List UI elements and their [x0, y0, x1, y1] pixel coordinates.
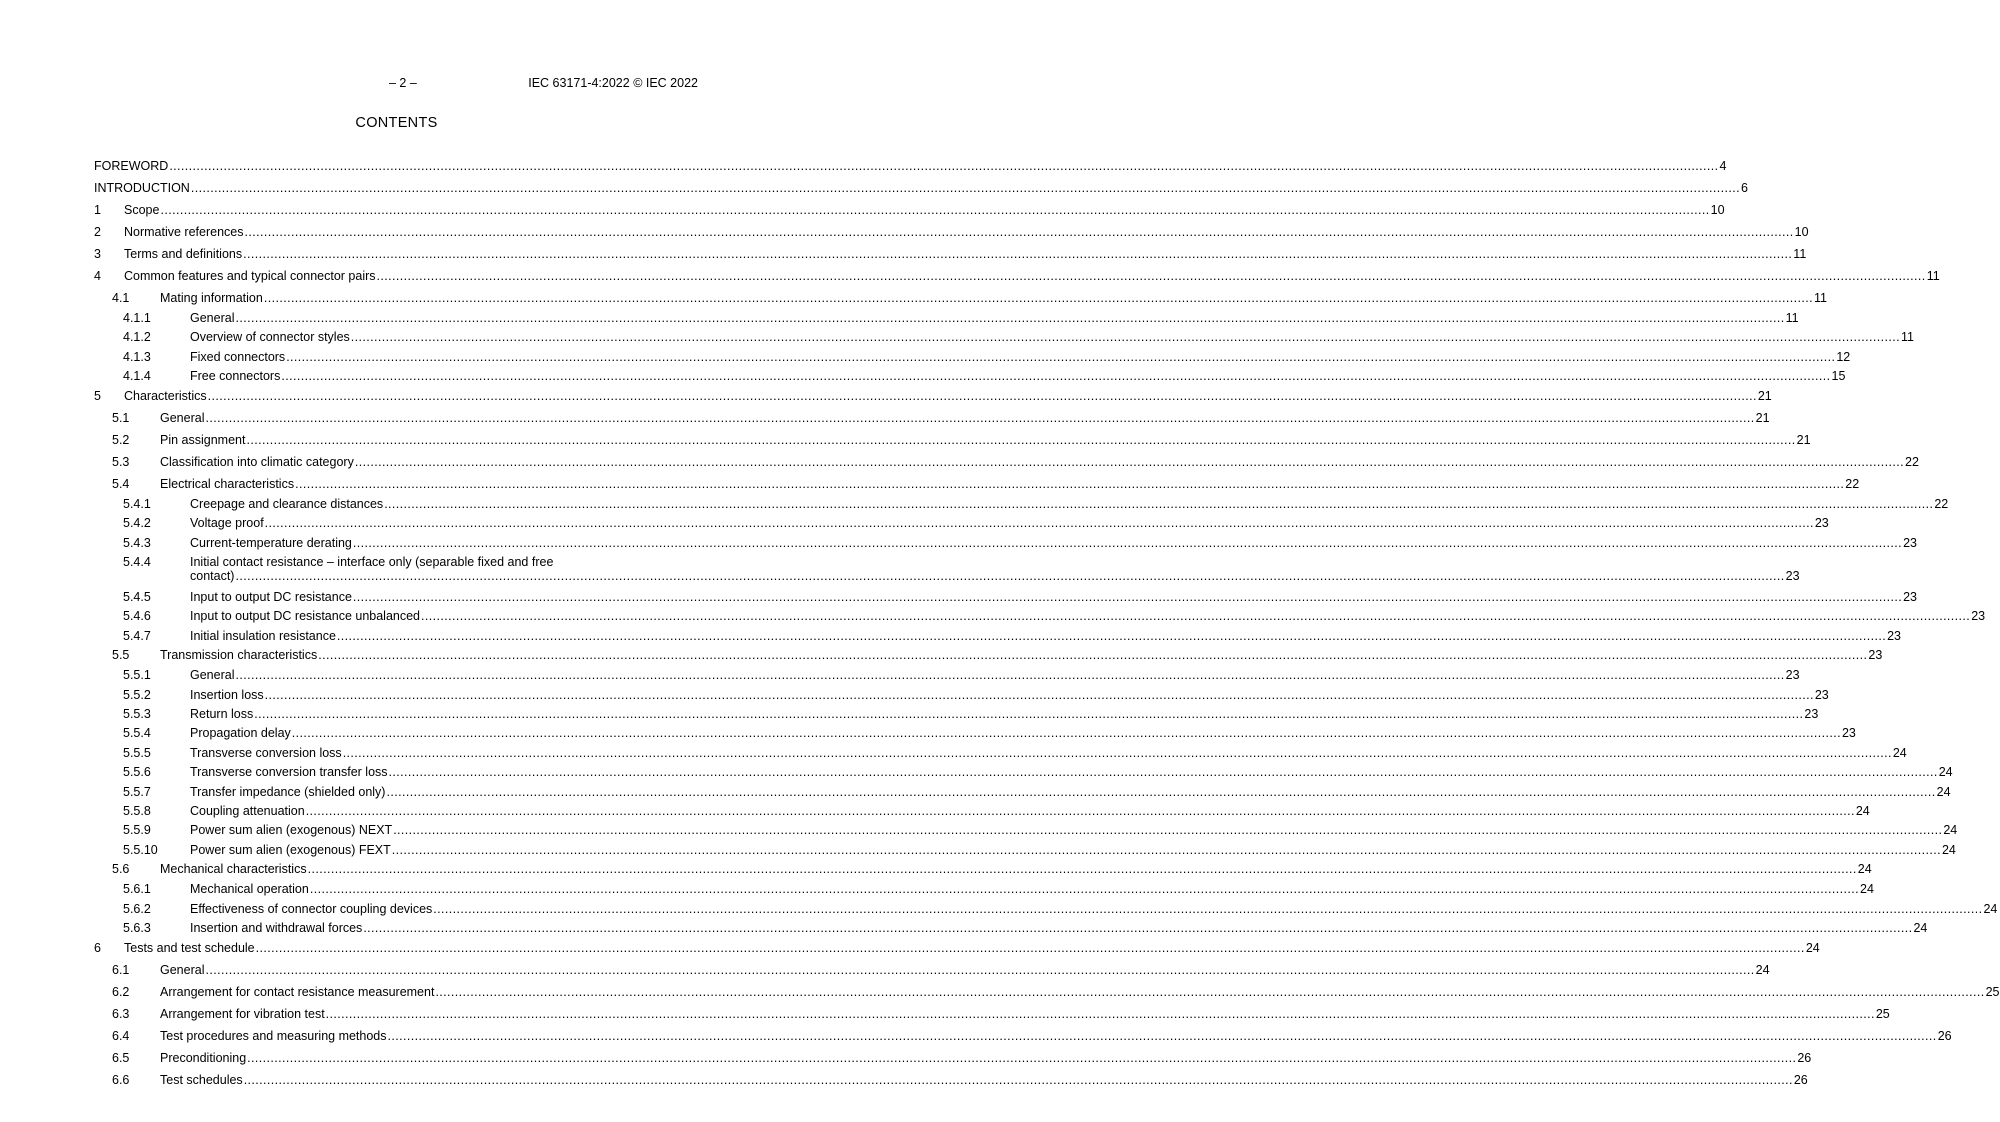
toc-entry-title: Test procedures and measuring methods — [160, 1028, 387, 1043]
toc-entry-title: INTRODUCTION — [94, 181, 190, 195]
toc-entry-page: 23 — [1971, 609, 1986, 624]
dot-leader: ................................................................................................................................................................................................................................................................................................................................................................................................................ — [246, 432, 1796, 447]
toc-entry-number: 4.1.3 — [123, 349, 151, 364]
dot-leader: ................................................................................................................................................................................................................................................................................................................................................................................................................ — [160, 203, 1710, 217]
toc-entry-page: 23 — [1785, 568, 1800, 583]
toc-entry[interactable] — [94, 453, 1919, 471]
toc-entry[interactable] — [94, 1027, 1952, 1045]
dot-leader: ................................................................................................................................................................................................................................................................................................................................................................................................................ — [391, 842, 1941, 857]
dot-leader: ................................................................................................................................................................................................................................................................................................................................................................................................................ — [235, 668, 1785, 683]
toc-entry-title: Electrical characteristics — [160, 476, 295, 491]
toc-entry-page: 23 — [1785, 668, 1800, 683]
toc-entry-title: Tests and test schedule — [124, 940, 255, 955]
toc-entry[interactable] — [94, 534, 1917, 552]
toc-entry-page: 24 — [1941, 842, 1956, 857]
toc-entry[interactable] — [94, 223, 1809, 241]
toc-entry-page: 10 — [1710, 203, 1725, 217]
toc-entry-title: Mechanical operation — [190, 882, 309, 897]
toc-entry-page: 21 — [1755, 410, 1770, 425]
dot-leader: ................................................................................................................................................................................................................................................................................................................................................................................................................ — [384, 496, 1934, 511]
toc-entry-page: 23 — [1903, 589, 1917, 604]
toc-entry[interactable] — [94, 267, 1940, 285]
toc-entry-page: 24 — [1913, 921, 1928, 936]
toc-entry-title: Power sum alien (exogenous) NEXT — [190, 823, 393, 838]
toc-entry-title: Arrangement for contact resistance measurement — [160, 984, 435, 999]
toc-entry-title: Mechanical characteristics — [160, 862, 307, 877]
toc-entry-number: 5.6 — [112, 862, 130, 877]
toc-entry[interactable] — [94, 900, 1998, 918]
dot-leader: ................................................................................................................................................................................................................................................................................................................................................................................................................ — [325, 1006, 1875, 1021]
toc-entry-number: 5.5.2 — [123, 687, 151, 702]
dot-leader: ................................................................................................................................................................................................................................................................................................................................................................................................................ — [342, 745, 1892, 760]
dot-leader: ................................................................................................................................................................................................................................................................................................................................................................................................................ — [264, 687, 1814, 702]
toc-entry-page: 25 — [1875, 1006, 1890, 1021]
toc-entry-title: Normative references — [124, 225, 244, 239]
dot-leader: ................................................................................................................................................................................................................................................................................................................................................................................................................ — [387, 1028, 1937, 1043]
dot-leader: ................................................................................................................................................................................................................................................................................................................................................................................................................ — [350, 330, 1900, 345]
toc-entry-title: Classification into climatic category — [160, 454, 354, 469]
toc-entry-title: Transmission characteristics — [160, 648, 318, 663]
toc-entry[interactable] — [94, 179, 1748, 197]
toc-entry-page: 24 — [1805, 940, 1820, 955]
toc-entry-title: General — [160, 962, 205, 977]
toc-entry-number: 5.5.10 — [123, 842, 158, 857]
toc-entry-title: Common features and typical connector pairs — [124, 269, 376, 283]
toc-entry-page: 24 — [1755, 962, 1770, 977]
toc-entry-number: 5.4.5 — [123, 589, 151, 604]
toc-entry-page: 26 — [1937, 1028, 1952, 1043]
toc-entry[interactable] — [94, 607, 1986, 625]
toc-entry-title: Pin assignment — [160, 432, 246, 447]
toc-entry-page: 11 — [1785, 311, 1799, 325]
toc-entry-page: 23 — [1903, 535, 1917, 550]
toc-entry-number: 5.4.4 — [123, 554, 151, 569]
toc-entry-page: 24 — [1857, 862, 1872, 877]
toc-entry[interactable] — [94, 514, 1829, 532]
toc-entry[interactable] — [94, 880, 1874, 898]
toc-entry-number: 5.4.3 — [123, 535, 151, 550]
toc-entry-page: 24 — [1936, 784, 1951, 799]
toc-entry[interactable] — [94, 367, 1846, 385]
toc-entry-page: 23 — [1814, 687, 1829, 702]
toc-entry-page: 24 — [1855, 804, 1870, 818]
toc-entry-page: 23 — [1868, 648, 1883, 663]
dot-leader: ................................................................................................................................................................................................................................................................................................................................................................................................................ — [433, 901, 1983, 916]
toc-entry-number: 6.4 — [112, 1028, 130, 1043]
toc-entry-number: 5.4.2 — [123, 516, 151, 531]
toc-entry-number: 5.2 — [112, 432, 130, 447]
dot-leader: ................................................................................................................................................................................................................................................................................................................................................................................................................ — [352, 589, 1903, 604]
toc-entry-number: 4.1.2 — [123, 330, 151, 345]
toc-entry-number: 6.2 — [112, 984, 130, 999]
toc-entry-number: 5.5.3 — [123, 707, 151, 721]
toc-entry-number: 5.1 — [112, 410, 130, 425]
toc-entry-number: 6.1 — [112, 962, 130, 977]
toc-entry-title: Power sum alien (exogenous) FEXT — [190, 842, 391, 857]
page-number: – 2 – — [389, 76, 417, 90]
toc-entry-page: 23 — [1804, 707, 1819, 721]
dot-leader: ................................................................................................................................................................................................................................................................................................................................................................................................................ — [281, 369, 1831, 384]
toc-entry-title: Input to output DC resistance — [190, 589, 352, 604]
dot-leader: ................................................................................................................................................................................................................................................................................................................................................................................................................ — [235, 311, 1785, 325]
toc-entry-page: 24 — [1983, 901, 1998, 916]
toc-entry-number: 5.5 — [112, 648, 130, 663]
toc-entry-number: 5.4.7 — [123, 628, 151, 643]
toc-entry-title: Test schedules — [160, 1072, 243, 1087]
toc-entry[interactable] — [94, 686, 1829, 704]
toc-entry-title: Characteristics — [124, 388, 207, 403]
page-title: CONTENTS — [355, 115, 438, 131]
toc-entry-page: 22 — [1934, 496, 1949, 511]
toc-entry-page: 11 — [1900, 330, 1914, 345]
toc-entry[interactable] — [94, 646, 1883, 664]
toc-entry[interactable] — [94, 841, 1956, 859]
toc-entry-title: Creepage and clearance distances — [190, 496, 384, 511]
toc-entry-number: 5.6.1 — [123, 882, 151, 897]
toc-entry[interactable] — [94, 724, 1856, 742]
dot-leader: ................................................................................................................................................................................................................................................................................................................................................................................................................ — [205, 410, 1755, 425]
toc-entry-title: Input to output DC resistance unbalanced — [190, 609, 421, 624]
toc-entry-number: 4.1.4 — [123, 369, 151, 384]
toc-entry-title: Voltage proof — [190, 516, 264, 531]
toc-entry-number: 1 — [94, 203, 101, 217]
toc-entry[interactable] — [94, 201, 1725, 219]
toc-entry[interactable] — [94, 289, 1827, 307]
dot-leader: ................................................................................................................................................................................................................................................................................................................................................................................................................ — [264, 516, 1814, 531]
toc-entry[interactable] — [94, 705, 1819, 723]
toc-entry-title: Mating information — [160, 291, 263, 305]
dot-leader: ................................................................................................................................................................................................................................................................................................................................................................................................................ — [190, 181, 1740, 195]
toc-entry[interactable] — [94, 409, 1770, 427]
toc-entry[interactable] — [94, 983, 2000, 1001]
dot-leader: ................................................................................................................................................................................................................................................................................................................................................................................................................ — [318, 648, 1868, 663]
toc-entry-page: 24 — [1892, 745, 1907, 760]
toc-entry[interactable] — [94, 666, 1800, 684]
toc-entry-number: 5.5.4 — [123, 726, 151, 741]
toc-entry-number: 5.5.8 — [123, 804, 151, 818]
toc-entry[interactable] — [94, 939, 1820, 957]
toc-entry-number: 5.3 — [112, 454, 130, 469]
toc-entry-number: 6.3 — [112, 1006, 130, 1021]
toc-entry-page: 11 — [1926, 269, 1940, 283]
toc-entry-title: Scope — [124, 203, 160, 217]
standard-reference: IEC 63171-4:2022 © IEC 2022 — [528, 76, 698, 90]
toc-entry-title: Preconditioning — [160, 1050, 247, 1065]
toc-entry-page: 11 — [1793, 247, 1807, 261]
toc-entry[interactable] — [94, 1071, 1808, 1089]
toc-entry[interactable] — [94, 495, 1949, 513]
toc-entry[interactable] — [94, 1005, 1890, 1023]
toc-entry-title: Effectiveness of connector coupling devices — [190, 901, 433, 916]
dot-leader: ................................................................................................................................................................................................................................................................................................................................................................................................................ — [421, 609, 1971, 624]
toc-entry-title: FOREWORD — [94, 159, 169, 173]
toc-entry-number: 5.4.6 — [123, 609, 151, 624]
toc-entry[interactable] — [94, 821, 1958, 839]
toc-entry-title: General — [190, 311, 235, 325]
dot-leader: ................................................................................................................................................................................................................................................................................................................................................................................................................ — [363, 921, 1913, 936]
toc-entry[interactable] — [94, 157, 1727, 175]
toc-entry[interactable] — [94, 783, 1951, 801]
toc-entry-page: 4 — [1719, 159, 1727, 173]
toc-entry-number: 4.1.1 — [123, 311, 151, 325]
toc-entry-title: Insertion and withdrawal forces — [190, 921, 363, 936]
toc-entry[interactable] — [94, 1049, 1812, 1067]
toc-entry-title: Overview of connector styles — [190, 330, 350, 345]
toc-entry-number: 5.5.6 — [123, 765, 151, 780]
toc-entry[interactable] — [94, 431, 1811, 449]
toc-entry-number: 6.5 — [112, 1050, 130, 1065]
toc-entry[interactable] — [94, 802, 1870, 820]
dot-leader: ................................................................................................................................................................................................................................................................................................................................................................................................................ — [243, 1072, 1793, 1087]
toc-entry-page: 23 — [1887, 628, 1901, 643]
toc-entry-page: 10 — [1794, 225, 1809, 239]
dot-leader: ................................................................................................................................................................................................................................................................................................................................................................................................................ — [295, 476, 1845, 491]
toc-entry-title: Insertion loss — [190, 687, 264, 702]
toc-entry-number: 3 — [94, 247, 101, 261]
toc-entry-number: 4.1 — [112, 291, 130, 305]
dot-leader: ................................................................................................................................................................................................................................................................................................................................................................................................................ — [393, 823, 1943, 838]
dot-leader: ................................................................................................................................................................................................................................................................................................................................................................................................................ — [235, 568, 1785, 583]
toc-entry-number: 5.5.1 — [123, 668, 151, 683]
dot-leader: ................................................................................................................................................................................................................................................................................................................................................................................................................ — [291, 726, 1841, 741]
toc-entry-page: 21 — [1757, 388, 1772, 403]
toc-entry-page: 21 — [1796, 432, 1811, 447]
toc-entry-title: Initial insulation resistance — [190, 628, 336, 643]
dot-leader: ................................................................................................................................................................................................................................................................................................................................................................................................................ — [205, 962, 1755, 977]
toc-entry-number: 5.4 — [112, 476, 130, 491]
toc-entry[interactable] — [94, 860, 1872, 878]
toc-entry-title-continued: contact) — [190, 568, 235, 583]
dot-leader: ................................................................................................................................................................................................................................................................................................................................................................................................................ — [255, 940, 1805, 955]
toc-entry-number: 5.4.1 — [123, 496, 151, 511]
toc-entry[interactable] — [94, 763, 1953, 781]
dot-leader: ................................................................................................................................................................................................................................................................................................................................................................................................................ — [169, 159, 1719, 173]
toc-entry-page: 24 — [1860, 882, 1874, 897]
dot-leader: ................................................................................................................................................................................................................................................................................................................................................................................................................ — [263, 291, 1813, 305]
toc-entry[interactable] — [94, 919, 1928, 937]
toc-entry-page: 23 — [1814, 516, 1829, 531]
dot-leader: ................................................................................................................................................................................................................................................................................................................................................................................................................ — [207, 388, 1757, 403]
toc-entry-page: 15 — [1831, 369, 1846, 384]
toc-entry-page: 11 — [1814, 291, 1827, 305]
dot-leader: ................................................................................................................................................................................................................................................................................................................................................................................................................ — [243, 247, 1793, 261]
toc-entry-page: 22 — [1905, 454, 1919, 469]
toc-entry[interactable] — [94, 387, 1772, 405]
toc-entry-page: 24 — [1943, 823, 1958, 838]
toc-entry-number: 4 — [94, 269, 101, 283]
toc-entry-page: 12 — [1836, 349, 1851, 364]
dot-leader: ................................................................................................................................................................................................................................................................................................................................................................................................................ — [352, 535, 1903, 550]
toc-entry-title: Initial contact resistance – interface only (separable fixed and free — [190, 554, 554, 569]
toc-entry[interactable] — [94, 627, 1901, 645]
toc-entry-page: 26 — [1793, 1072, 1808, 1087]
toc-entry[interactable] — [94, 961, 1770, 979]
toc-entry-title: Arrangement for vibration test — [160, 1006, 325, 1021]
dot-leader: ................................................................................................................................................................................................................................................................................................................................................................................................................ — [305, 804, 1855, 818]
dot-leader: ................................................................................................................................................................................................................................................................................................................................................................................................................ — [307, 862, 1857, 877]
toc-entry-page: 25 — [1985, 984, 2000, 999]
toc-entry-number: 5 — [94, 388, 101, 403]
toc-entry-page: 26 — [1797, 1050, 1812, 1065]
toc-entry-title: Transverse conversion transfer loss — [190, 765, 388, 780]
dot-leader: ................................................................................................................................................................................................................................................................................................................................................................................................................ — [354, 454, 1904, 469]
toc-entry[interactable] — [94, 588, 1917, 606]
toc-entry-title: General — [160, 410, 205, 425]
dot-leader: ................................................................................................................................................................................................................................................................................................................................................................................................................ — [376, 269, 1926, 283]
toc-entry-number: 5.5.9 — [123, 823, 151, 838]
toc-entry-page: 24 — [1938, 765, 1953, 780]
dot-leader: ................................................................................................................................................................................................................................................................................................................................................................................................................ — [435, 984, 1985, 999]
toc-entry-page: 23 — [1841, 726, 1856, 741]
toc-entry-title: Free connectors — [190, 369, 281, 384]
dot-leader: ................................................................................................................................................................................................................................................................................................................................................................................................................ — [386, 784, 1936, 799]
toc-entry[interactable] — [94, 553, 1800, 587]
toc-entry-title: Coupling attenuation — [190, 804, 305, 818]
toc-entry[interactable] — [94, 245, 1807, 263]
toc-entry-title: Return loss — [190, 707, 254, 721]
toc-entry[interactable] — [94, 744, 1907, 762]
toc-entry-number: 5.6.3 — [123, 921, 151, 936]
toc-entry[interactable] — [94, 348, 1851, 366]
toc-entry[interactable] — [94, 309, 1799, 327]
toc-entry-title: Transverse conversion loss — [190, 745, 342, 760]
toc-entry-title: Current-temperature derating — [190, 535, 352, 550]
toc-entry-page: 22 — [1845, 476, 1860, 491]
toc-entry-number: 5.5.5 — [123, 745, 151, 760]
toc-entry[interactable] — [94, 328, 1914, 346]
dot-leader: ................................................................................................................................................................................................................................................................................................................................................................................................................ — [244, 225, 1794, 239]
toc-entry[interactable] — [94, 475, 1860, 493]
toc-entry-number: 6.6 — [112, 1072, 130, 1087]
dot-leader: ................................................................................................................................................................................................................................................................................................................................................................................................................ — [388, 765, 1938, 780]
toc-entry-number: 5.5.7 — [123, 784, 151, 799]
toc-entry-title: Propagation delay — [190, 726, 291, 741]
dot-leader: ................................................................................................................................................................................................................................................................................................................................................................................................................ — [309, 882, 1859, 897]
dot-leader: ................................................................................................................................................................................................................................................................................................................................................................................................................ — [286, 349, 1836, 364]
toc-entry-title: Transfer impedance (shielded only) — [190, 784, 386, 799]
toc-entry-title: Terms and definitions — [124, 247, 243, 261]
toc-entry-number: 6 — [94, 940, 101, 955]
toc-entry-number: 2 — [94, 225, 101, 239]
toc-entry-number: 5.6.2 — [123, 901, 151, 916]
dot-leader: ................................................................................................................................................................................................................................................................................................................................................................................................................ — [247, 1050, 1797, 1065]
dot-leader: ................................................................................................................................................................................................................................................................................................................................................................................................................ — [254, 707, 1804, 721]
dot-leader: ................................................................................................................................................................................................................................................................................................................................................................................................................ — [336, 628, 1887, 643]
toc-entry-title: General — [190, 668, 235, 683]
toc-entry-title: Fixed connectors — [190, 349, 286, 364]
toc-entry-page: 6 — [1741, 181, 1748, 195]
